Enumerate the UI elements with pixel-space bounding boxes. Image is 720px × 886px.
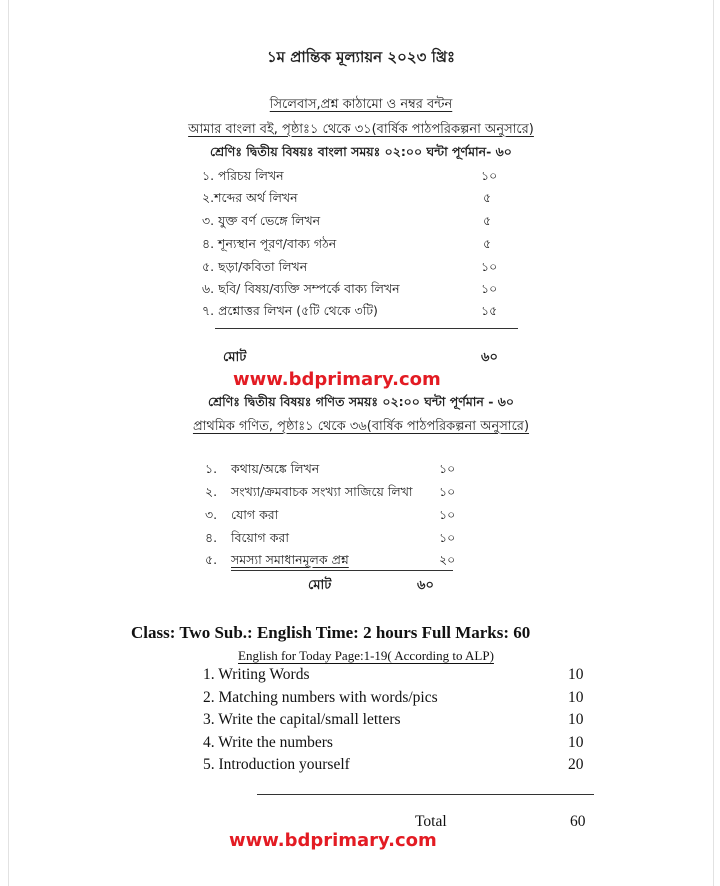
math-item-marks: ১০ bbox=[439, 461, 456, 476]
bangla-item-marks: ১০ bbox=[481, 168, 498, 183]
math-item-number: ৫. bbox=[205, 552, 218, 567]
english-item-marks: 10 bbox=[568, 666, 584, 683]
english-item-label: 4. Write the numbers bbox=[203, 734, 333, 751]
math-item-label: সংখ্যা/ক্রমবাচক সংখ্যা সাজিয়ে লিখা bbox=[231, 484, 413, 499]
math-item-number: ৩. bbox=[205, 507, 218, 522]
english-item-label: 3. Write the capital/small letters bbox=[203, 711, 401, 728]
bangla-item-marks: ৫ bbox=[483, 236, 492, 251]
english-item-marks: 10 bbox=[568, 689, 584, 706]
math-item-label: সমস্যা সমাধানমূলক প্রশ্ন bbox=[231, 552, 349, 567]
math-class-line: শ্রেণিঃ দ্বিতীয় বিষয়ঃ গণিত সময়ঃ ০২:০০ ঘন্টা পূর্ণমান - ৬০ bbox=[207, 394, 515, 409]
document-page bbox=[8, 0, 714, 886]
math-item-marks: ১০ bbox=[439, 484, 456, 499]
math-total-value: ৬০ bbox=[417, 578, 434, 593]
math-item-number: ৪. bbox=[205, 530, 218, 545]
english-item-label: 2. Matching numbers with words/pics bbox=[203, 689, 438, 706]
math-total-divider bbox=[231, 570, 453, 571]
english-item-marks: 10 bbox=[568, 711, 584, 728]
watermark-text: www.bdprimary.com bbox=[233, 369, 441, 390]
english-total-value: 60 bbox=[570, 813, 586, 830]
bangla-book-line: আমার বাংলা বই, পৃষ্ঠাঃ১ থেকে ৩১(বার্ষিক পাঠপরিকল্পনা অনুসারে) bbox=[188, 122, 534, 137]
english-item-marks: 10 bbox=[568, 734, 584, 751]
math-item-marks: ১০ bbox=[439, 530, 456, 545]
document-title: ১ম প্রান্তিক মূল্যায়ন ২০২৩ খ্রিঃ bbox=[266, 48, 456, 66]
math-item-label: কথায়/অঙ্কে লিখন bbox=[231, 461, 320, 476]
bangla-item-label: ২.শব্দের অর্থ লিখন bbox=[202, 190, 298, 205]
bangla-item-label: ১. পরিচয় লিখন bbox=[202, 168, 284, 183]
bangla-item-label: ৬. ছবি/ বিষয়/ব্যক্তি সম্পর্কে বাক্য লিখন bbox=[202, 281, 400, 296]
bangla-total-divider bbox=[215, 328, 518, 329]
bangla-item-marks: ১০ bbox=[481, 259, 498, 274]
bangla-item-label: ৩. যুক্ত বর্ণ ভেঙ্গে লিখন bbox=[202, 213, 321, 228]
math-book-line: প্রাথমিক গণিত, পৃষ্ঠাঃ১ থেকে ৩৬(বার্ষিক পাঠপরিকল্পনা অনুসারে) bbox=[192, 419, 530, 434]
english-item-label: 5. Introduction yourself bbox=[203, 756, 350, 773]
bangla-item-label: ৫. ছড়া/কবিতা লিখন bbox=[202, 259, 308, 274]
bangla-class-line: শ্রেণিঃ দ্বিতীয় বিষয়ঃ বাংলা সময়ঃ ০২:০০ ঘন্টা পূর্ণমান- ৬০ bbox=[210, 144, 512, 159]
math-item-label: বিয়োগ করা bbox=[231, 530, 289, 545]
bangla-total-value: ৬০ bbox=[481, 350, 498, 365]
watermark-text: www.bdprimary.com bbox=[229, 830, 437, 851]
bangla-total-label: মোট bbox=[223, 350, 247, 365]
bangla-item-marks: ৫ bbox=[483, 213, 492, 228]
bangla-item-marks: ৫ bbox=[483, 190, 492, 205]
english-item-label: 1. Writing Words bbox=[203, 666, 310, 683]
math-item-label: যোগ করা bbox=[231, 507, 279, 522]
english-total-label: Total bbox=[415, 813, 447, 830]
math-item-marks: ২০ bbox=[439, 552, 456, 567]
english-book-line: English for Today Page:1-19( According to ALP) bbox=[238, 648, 494, 663]
math-total-label: মোট bbox=[308, 578, 332, 593]
document-subtitle: সিলেবাস,প্রশ্ন কাঠামো ও নম্বর বন্টন bbox=[269, 97, 453, 112]
math-item-marks: ১০ bbox=[439, 507, 456, 522]
english-total-divider bbox=[257, 794, 594, 795]
bangla-item-label: ৭. প্রশ্নোত্তর লিখন (৫টি থেকে ৩টি) bbox=[202, 303, 378, 318]
math-item-number: ১. bbox=[205, 461, 218, 476]
bangla-item-marks: ১৫ bbox=[481, 303, 498, 318]
english-item-marks: 20 bbox=[568, 756, 584, 773]
math-item-number: ২. bbox=[205, 484, 218, 499]
english-class-line: Class: Two Sub.: English Time: 2 hours Full Marks: 60 bbox=[131, 623, 531, 642]
bangla-item-label: ৪. শূন্যস্থান পূরণ/বাক্য গঠন bbox=[202, 236, 337, 251]
bangla-item-marks: ১০ bbox=[481, 281, 498, 296]
